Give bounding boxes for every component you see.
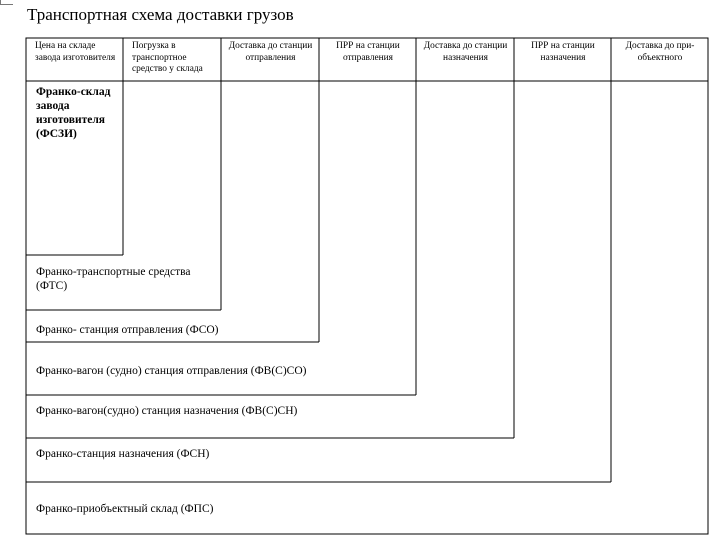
- header-delivery-destination: Доставка до станции назначения: [423, 41, 508, 63]
- term-fts: Франко-транспортные средства (ФТС): [36, 266, 191, 292]
- term-fsn: Франко-станция назначения (ФСН): [36, 448, 210, 460]
- header-handling-destination: ПРР на станции назначения: [531, 41, 595, 63]
- term-fps: Франко-приобъектный склад (ФПС): [36, 503, 214, 515]
- term-fszi: Франко-склад завода изготовителя (ФСЗИ): [36, 86, 111, 140]
- header-delivery-departure: Доставка до станции отправления: [228, 41, 313, 63]
- term-fso: Франко- станция отправления (ФСО): [36, 324, 219, 336]
- header-handling-departure: ПРР на станции отправления: [336, 41, 400, 63]
- page-title: Транспортная схема доставки грузов: [27, 5, 294, 24]
- term-fvssn: Франко-вагон(судно) станция назначения (ФВ(С)СН): [36, 405, 298, 417]
- header-factory-price: Цена на складе завода изготовителя: [35, 41, 116, 63]
- header-loading: Погрузка в транспортное средство у склада: [132, 41, 203, 74]
- term-fvsso: Франко-вагон (судно) станция отправления (ФВ(С)СО): [36, 365, 307, 377]
- header-delivery-site: Доставка до при-объектного: [625, 41, 695, 63]
